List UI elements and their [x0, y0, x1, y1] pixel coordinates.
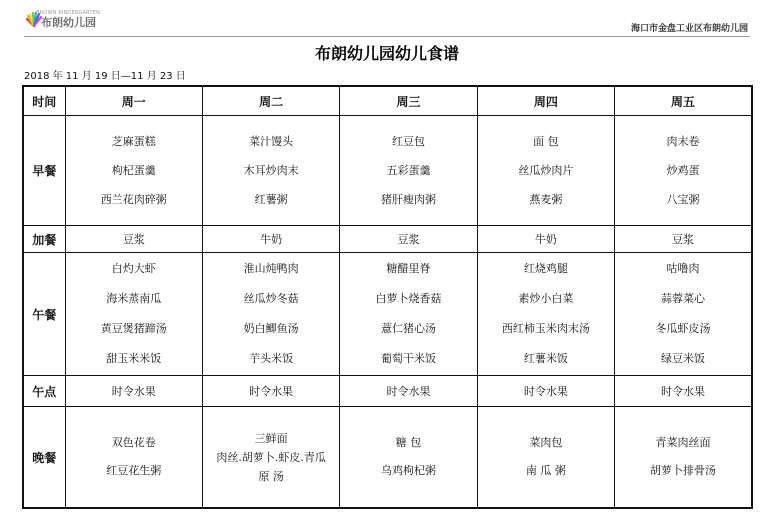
dish: 芝麻蛋糕: [111, 135, 156, 148]
table-row-dinner: [23, 407, 752, 509]
dish: 绿豆米饭: [661, 352, 706, 365]
dish: 时令水果: [111, 385, 156, 398]
page-title: 布朗幼儿园幼儿食谱: [314, 44, 459, 63]
menu-cell-wednesday: [340, 376, 477, 407]
dish: 薏仁猪心汤: [381, 322, 437, 335]
dish: 胡萝卜排骨汤: [650, 464, 717, 477]
menu-cell-friday: [615, 253, 752, 376]
menu-cell-thursday: [477, 226, 614, 253]
menu-cell-monday: [65, 407, 202, 509]
menu-cell-thursday: [477, 407, 614, 509]
dish: 豆浆: [397, 233, 420, 246]
meal-label-breakfast: 早餐: [23, 116, 65, 226]
menu-cell-monday: [65, 253, 202, 376]
dish: 红薯粥: [254, 193, 288, 206]
dish: 西红柿玉米肉末汤: [501, 322, 590, 335]
menu-cell-wednesday: [340, 116, 477, 226]
table-row-afternoon-snack: [23, 376, 752, 407]
dish: 炒鸡蛋: [666, 164, 700, 177]
dish: 枸杞蛋羹: [111, 164, 156, 177]
dish: 燕麦粥: [529, 193, 563, 206]
dish: 葡萄干米饭: [381, 352, 437, 365]
column-header-time: 时间: [23, 86, 65, 116]
dish: 奶白鲫鱼汤: [243, 322, 299, 335]
dish: 牛奶: [534, 233, 557, 246]
weekly-menu-table: [22, 85, 753, 509]
table-row-snack: [23, 226, 752, 253]
dish: 蒜蓉菜心: [661, 292, 706, 305]
dish: 白灼大虾: [111, 262, 156, 275]
column-header-thursday: 周四: [477, 86, 614, 116]
menu-cell-tuesday: [202, 376, 339, 407]
menu-cell-wednesday: [340, 226, 477, 253]
dish: 时令水果: [523, 385, 568, 398]
dish: 时令水果: [249, 385, 294, 398]
menu-cell-thursday: [477, 376, 614, 407]
dish: 黄豆煲猪蹄汤: [100, 322, 167, 335]
dish: 菜汁馒头: [249, 135, 294, 148]
table-header-row: [23, 86, 752, 116]
dish: 木耳炒肉末: [243, 164, 299, 177]
column-header-monday: 周一: [65, 86, 202, 116]
dish: 乌鸡枸杞粥: [381, 464, 437, 477]
table-row-breakfast: [23, 116, 752, 226]
dish: 淮山炖鸭肉: [243, 262, 299, 275]
column-header-tuesday: 周二: [202, 86, 339, 116]
menu-cell-friday: [615, 407, 752, 509]
dish: 素炒小白菜: [518, 292, 574, 305]
dish: 青菜肉丝面: [655, 436, 711, 449]
dish: 糖 包: [395, 436, 422, 449]
dish: 三鲜面: [254, 431, 288, 445]
menu-cell-thursday: [477, 253, 614, 376]
meal-label-snack: 加餐: [23, 226, 65, 253]
dish: 红烧鸡腿: [523, 262, 568, 275]
menu-cell-friday: [615, 226, 752, 253]
column-header-wednesday: 周三: [340, 86, 477, 116]
dish: 芋头米饭: [249, 352, 294, 365]
menu-cell-thursday: [477, 116, 614, 226]
dish: 时令水果: [661, 385, 706, 398]
dish: 八宝粥: [666, 193, 700, 206]
dish: 肉末卷: [666, 135, 700, 148]
menu-cell-tuesday: [202, 226, 339, 253]
logo-tagline: BROWN KINDERGARTEN: [36, 10, 101, 16]
dish: 红豆包: [392, 135, 426, 148]
dish: 原 汤: [258, 469, 284, 483]
dish: 白萝卜烧香菇: [375, 292, 442, 305]
dish: 面 包: [533, 135, 559, 148]
dish: 糖醋里脊: [386, 262, 431, 275]
menu-cell-tuesday: [202, 116, 339, 226]
menu-cell-monday: [65, 226, 202, 253]
dish: 肉丝.胡萝卜.虾皮.青瓜: [216, 450, 326, 464]
menu-cell-friday: [615, 116, 752, 226]
column-header-friday: 周五: [615, 86, 752, 116]
menu-cell-monday: [65, 116, 202, 226]
dish: 冬瓜虾皮汤: [655, 322, 711, 335]
meal-label-dinner: 晚餐: [23, 407, 65, 509]
meal-label-lunch: 午餐: [23, 253, 65, 376]
menu-cell-tuesday: [202, 253, 339, 376]
dish: 时令水果: [386, 385, 431, 398]
header-org-name: 海口市金盘工业区布朗幼儿园: [630, 24, 748, 34]
menu-cell-wednesday: [340, 253, 477, 376]
dish: 丝瓜炒肉片: [518, 164, 574, 177]
menu-cell-tuesday: [202, 407, 339, 509]
dish: 双色花卷: [111, 436, 156, 449]
date-range: 2018 年 11 月 19 日—11 月 23 日: [24, 71, 186, 82]
dish: 猪肝瘦肉粥: [381, 193, 437, 206]
dish: 西兰花肉碎粥: [100, 193, 167, 206]
table-row-lunch: [23, 253, 752, 376]
dish: 南 瓜 粥: [525, 464, 566, 477]
logo-name: 布朗幼儿园: [41, 16, 96, 29]
dish: 豆浆: [672, 233, 695, 246]
header-divider: [24, 36, 750, 37]
dish: 豆浆: [122, 233, 145, 246]
dish: 海米蒸南瓜: [106, 292, 162, 305]
menu-cell-monday: [65, 376, 202, 407]
dish: 牛奶: [260, 233, 283, 246]
menu-cell-wednesday: [340, 407, 477, 509]
dish: 五彩蛋羹: [386, 164, 431, 177]
dish: 红薯米饭: [523, 352, 568, 365]
dish: 红豆花生粥: [106, 464, 162, 477]
dish: 丝瓜炒冬菇: [243, 292, 299, 305]
meal-label-afternoon-snack: 午点: [23, 376, 65, 407]
dish: 菜肉包: [529, 436, 563, 449]
dish: 咕噜肉: [666, 262, 700, 275]
menu-cell-friday: [615, 376, 752, 407]
dish: 甜玉米米饭: [106, 352, 162, 365]
